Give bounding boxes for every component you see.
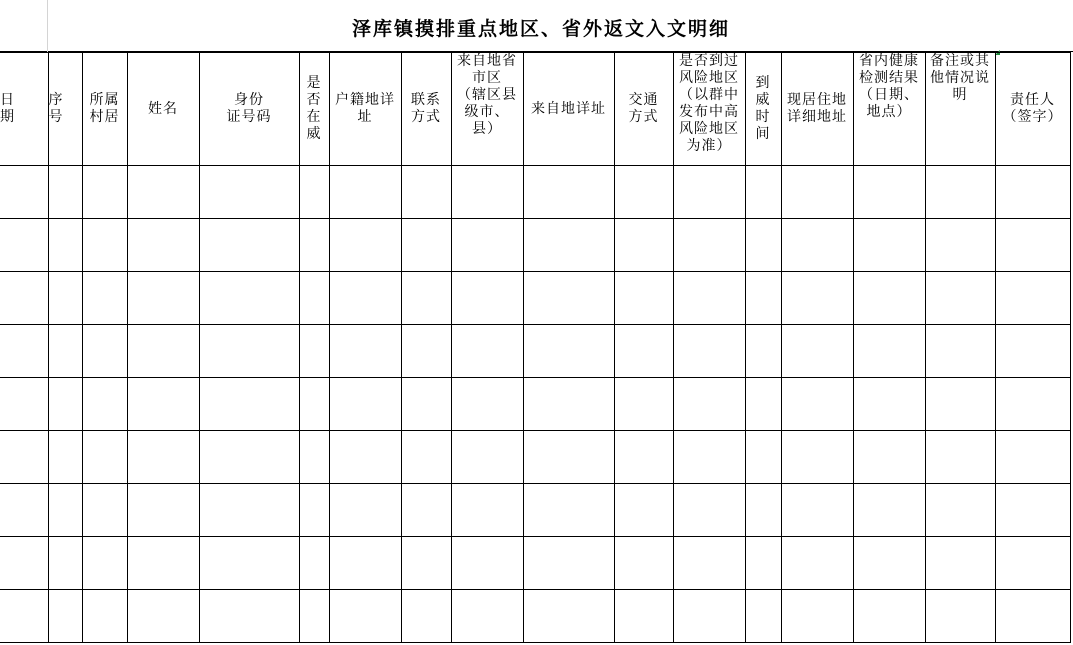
table-cell-date[interactable] [0, 484, 48, 537]
table-row [0, 219, 1070, 272]
gridline [47, 0, 48, 52]
table-cell-village[interactable] [82, 219, 127, 272]
header-label: 联系 方式 [411, 92, 441, 125]
table-cell-seq[interactable] [48, 431, 82, 484]
header-cell-id-number[interactable] [199, 53, 299, 166]
table-cell-health-check[interactable] [853, 219, 925, 272]
table-cell-contact[interactable] [401, 272, 451, 325]
table-cell-household-address[interactable] [329, 590, 401, 643]
header-cell-health-check[interactable] [853, 53, 925, 166]
table-cell-current-address[interactable] [781, 272, 853, 325]
table-cell-contact[interactable] [401, 325, 451, 378]
header-cell-origin-address[interactable] [523, 53, 614, 166]
table-cell-household-address[interactable] [329, 272, 401, 325]
table-cell-origin-region[interactable] [451, 484, 523, 537]
table-cell-id-number[interactable] [199, 590, 299, 643]
table-cell-arrival-time[interactable] [745, 378, 781, 431]
table-cell-id-number[interactable] [199, 431, 299, 484]
table-cell-origin-address[interactable] [523, 166, 614, 219]
table-cell-name[interactable] [127, 537, 199, 590]
table-cell-origin-region[interactable] [451, 219, 523, 272]
table-cell-remarks[interactable] [925, 219, 995, 272]
table-cell-name[interactable] [127, 484, 199, 537]
table-cell-village[interactable] [82, 325, 127, 378]
table-cell-in-zeku[interactable] [299, 537, 329, 590]
header-label: 是 否 在 威 [306, 75, 322, 142]
table-cell-contact[interactable] [401, 590, 451, 643]
table-cell-in-zeku[interactable] [299, 325, 329, 378]
table-cell-remarks[interactable] [925, 325, 995, 378]
table-cell-village[interactable] [82, 484, 127, 537]
table-cell-contact[interactable] [401, 166, 451, 219]
header-cell-risk-area-visit[interactable] [673, 53, 745, 166]
table-cell-current-address[interactable] [781, 431, 853, 484]
table-cell-household-address[interactable] [329, 537, 401, 590]
table-cell-transport[interactable] [614, 166, 673, 219]
table-cell-date[interactable] [0, 590, 48, 643]
table-cell-household-address[interactable] [329, 378, 401, 431]
table-cell-transport[interactable] [614, 325, 673, 378]
table-cell-id-number[interactable] [199, 272, 299, 325]
header-cell-name[interactable] [127, 53, 199, 166]
table-cell-seq[interactable] [48, 272, 82, 325]
table-cell-seq[interactable] [48, 484, 82, 537]
table-row [0, 590, 1070, 643]
table-cell-origin-address[interactable] [523, 431, 614, 484]
table-cell-responsible[interactable] [995, 537, 1070, 590]
header-cell-village[interactable] [82, 53, 127, 166]
header-label: 所属 村居 [89, 92, 120, 125]
table-cell-household-address[interactable] [329, 431, 401, 484]
table-cell-origin-address[interactable] [523, 325, 614, 378]
table-cell-name[interactable] [127, 590, 199, 643]
table-cell-village[interactable] [82, 378, 127, 431]
header-cell-current-address[interactable] [781, 53, 853, 166]
table-body [0, 166, 1070, 643]
table-cell-responsible[interactable] [995, 325, 1070, 378]
table-cell-household-address[interactable] [329, 325, 401, 378]
table-cell-transport[interactable] [614, 431, 673, 484]
table-cell-contact[interactable] [401, 219, 451, 272]
table-cell-responsible[interactable] [995, 378, 1070, 431]
table-cell-remarks[interactable] [925, 378, 995, 431]
table-cell-origin-address[interactable] [523, 272, 614, 325]
table-cell-origin-region[interactable] [451, 590, 523, 643]
table-cell-id-number[interactable] [199, 537, 299, 590]
header-label: 来自地详址 [531, 100, 606, 117]
table-cell-in-zeku[interactable] [299, 219, 329, 272]
table-row [0, 325, 1070, 378]
table-cell-remarks[interactable] [925, 590, 995, 643]
table-cell-id-number[interactable] [199, 378, 299, 431]
header-cell-remarks[interactable] [925, 53, 995, 166]
table-cell-contact[interactable] [401, 484, 451, 537]
header-label: 序 号 [48, 92, 64, 125]
table-row [0, 484, 1070, 537]
header-cell-responsible[interactable] [995, 53, 1070, 166]
table-cell-id-number[interactable] [199, 166, 299, 219]
table-cell-risk-area-visit[interactable] [673, 166, 745, 219]
title-row[interactable] [0, 0, 1073, 52]
header-label: 现居住地 详细地址 [787, 92, 847, 125]
table-cell-origin-region[interactable] [451, 325, 523, 378]
table-cell-transport[interactable] [614, 537, 673, 590]
table-cell-current-address[interactable] [781, 166, 853, 219]
header-cell-contact[interactable] [401, 53, 451, 166]
header-label: 省内健康 检测结果 （日期、 地点） [859, 53, 919, 120]
table-cell-arrival-time[interactable] [745, 484, 781, 537]
table-cell-seq[interactable] [48, 378, 82, 431]
table-cell-name[interactable] [127, 431, 199, 484]
table-cell-village[interactable] [82, 166, 127, 219]
table-cell-seq[interactable] [48, 219, 82, 272]
table-cell-transport[interactable] [614, 378, 673, 431]
header-row [0, 53, 1070, 166]
table-cell-origin-region[interactable] [451, 537, 523, 590]
table-cell-date[interactable] [0, 537, 48, 590]
table-cell-date[interactable] [0, 219, 48, 272]
table-cell-arrival-time[interactable] [745, 272, 781, 325]
header-label: 姓名 [148, 100, 178, 117]
table-cell-risk-area-visit[interactable] [673, 590, 745, 643]
table-cell-contact[interactable] [401, 537, 451, 590]
table-row [0, 537, 1070, 590]
table-cell-id-number[interactable] [199, 219, 299, 272]
table-cell-origin-address[interactable] [523, 590, 614, 643]
table-cell-origin-region[interactable] [451, 272, 523, 325]
table-cell-in-zeku[interactable] [299, 590, 329, 643]
table-cell-origin-region[interactable] [451, 166, 523, 219]
table-cell-seq[interactable] [48, 590, 82, 643]
table-cell-in-zeku[interactable] [299, 378, 329, 431]
table-cell-arrival-time[interactable] [745, 590, 781, 643]
table-cell-date[interactable] [0, 272, 48, 325]
table-cell-name[interactable] [127, 166, 199, 219]
table-cell-health-check[interactable] [853, 166, 925, 219]
table-cell-arrival-time[interactable] [745, 325, 781, 378]
table-cell-responsible[interactable] [995, 166, 1070, 219]
header-cell-household-address[interactable] [329, 53, 401, 166]
table-cell-name[interactable] [127, 272, 199, 325]
header-cell-arrival-time[interactable] [745, 53, 781, 166]
table-cell-household-address[interactable] [329, 484, 401, 537]
table-cell-name[interactable] [127, 219, 199, 272]
table-cell-name[interactable] [127, 378, 199, 431]
table-cell-household-address[interactable] [329, 219, 401, 272]
page-title: 泽库镇摸排重点地区、省外返文入文明细 [352, 18, 731, 40]
table-cell-responsible[interactable] [995, 431, 1070, 484]
table-cell-seq[interactable] [48, 537, 82, 590]
table-cell-arrival-time[interactable] [745, 166, 781, 219]
table-cell-arrival-time[interactable] [745, 431, 781, 484]
table-cell-in-zeku[interactable] [299, 484, 329, 537]
table-cell-origin-address[interactable] [523, 484, 614, 537]
table-cell-contact[interactable] [401, 431, 451, 484]
table-cell-health-check[interactable] [853, 590, 925, 643]
table-cell-origin-region[interactable] [451, 378, 523, 431]
table-cell-id-number[interactable] [199, 484, 299, 537]
table-cell-current-address[interactable] [781, 219, 853, 272]
table-cell-responsible[interactable] [995, 272, 1070, 325]
table-cell-health-check[interactable] [853, 378, 925, 431]
table-cell-seq[interactable] [48, 166, 82, 219]
table-cell-origin-region[interactable] [451, 431, 523, 484]
table-cell-current-address[interactable] [781, 590, 853, 643]
header-label: 责任人 （签字） [1002, 92, 1063, 125]
table-cell-responsible[interactable] [995, 590, 1070, 643]
header-label: 备注或其 他情况说 明 [930, 53, 990, 103]
table-cell-name[interactable] [127, 325, 199, 378]
table-cell-health-check[interactable] [853, 325, 925, 378]
table-cell-arrival-time[interactable] [745, 219, 781, 272]
table-cell-risk-area-visit[interactable] [673, 484, 745, 537]
header-label: 交通 方式 [628, 92, 659, 125]
table-cell-risk-area-visit[interactable] [673, 272, 745, 325]
table-cell-village[interactable] [82, 431, 127, 484]
table-cell-health-check[interactable] [853, 272, 925, 325]
header-label: 到 威 时 间 [755, 75, 771, 142]
table-cell-in-zeku[interactable] [299, 166, 329, 219]
table-cell-remarks[interactable] [925, 272, 995, 325]
table-cell-village[interactable] [82, 590, 127, 643]
table-cell-origin-address[interactable] [523, 378, 614, 431]
header-label: 户籍地详 址 [335, 92, 395, 125]
header-cell-seq[interactable] [48, 53, 82, 166]
table-cell-contact[interactable] [401, 378, 451, 431]
table-cell-health-check[interactable] [853, 484, 925, 537]
table-cell-risk-area-visit[interactable] [673, 431, 745, 484]
table-cell-village[interactable] [82, 537, 127, 590]
table-cell-responsible[interactable] [995, 484, 1070, 537]
table-cell-risk-area-visit[interactable] [673, 378, 745, 431]
table-cell-seq[interactable] [48, 325, 82, 378]
table-cell-date[interactable] [0, 378, 48, 431]
table-cell-remarks[interactable] [925, 431, 995, 484]
table-row [0, 378, 1070, 431]
table-cell-health-check[interactable] [853, 431, 925, 484]
header-label: 是否到过 风险地区 （以群中 发布中高 风险地区 为准） [679, 53, 739, 154]
table-cell-responsible[interactable] [995, 219, 1070, 272]
table-cell-remarks[interactable] [925, 166, 995, 219]
header-cell-in-zeku[interactable] [299, 53, 329, 166]
data-table [0, 52, 1071, 643]
header-cell-transport[interactable] [614, 53, 673, 166]
table-cell-date[interactable] [0, 431, 48, 484]
table-cell-household-address[interactable] [329, 166, 401, 219]
table-cell-health-check[interactable] [853, 537, 925, 590]
table-cell-origin-address[interactable] [523, 219, 614, 272]
table-cell-transport[interactable] [614, 590, 673, 643]
table-cell-transport[interactable] [614, 219, 673, 272]
table-cell-remarks[interactable] [925, 484, 995, 537]
header-label: 日 期 [0, 92, 15, 125]
table-cell-transport[interactable] [614, 484, 673, 537]
table-cell-id-number[interactable] [199, 325, 299, 378]
table-cell-date[interactable] [0, 325, 48, 378]
table-cell-current-address[interactable] [781, 325, 853, 378]
table-cell-risk-area-visit[interactable] [673, 537, 745, 590]
table-cell-origin-address[interactable] [523, 537, 614, 590]
header-cell-origin-region[interactable] [451, 53, 523, 166]
table-cell-risk-area-visit[interactable] [673, 219, 745, 272]
table-row [0, 166, 1070, 219]
table-row [0, 272, 1070, 325]
header-cell-date[interactable] [0, 53, 48, 166]
table-cell-date[interactable] [0, 166, 48, 219]
table-cell-risk-area-visit[interactable] [673, 325, 745, 378]
table-cell-arrival-time[interactable] [745, 537, 781, 590]
table-row [0, 431, 1070, 484]
table-cell-current-address[interactable] [781, 484, 853, 537]
table-cell-current-address[interactable] [781, 537, 853, 590]
table-cell-transport[interactable] [614, 272, 673, 325]
table-cell-in-zeku[interactable] [299, 272, 329, 325]
table-cell-village[interactable] [82, 272, 127, 325]
header-label: 身份 证号码 [226, 92, 272, 125]
table-cell-remarks[interactable] [925, 537, 995, 590]
table-cell-current-address[interactable] [781, 378, 853, 431]
header-label: 来自地省 市区 （辖区县 级市、 县） [457, 53, 517, 137]
table-cell-in-zeku[interactable] [299, 431, 329, 484]
